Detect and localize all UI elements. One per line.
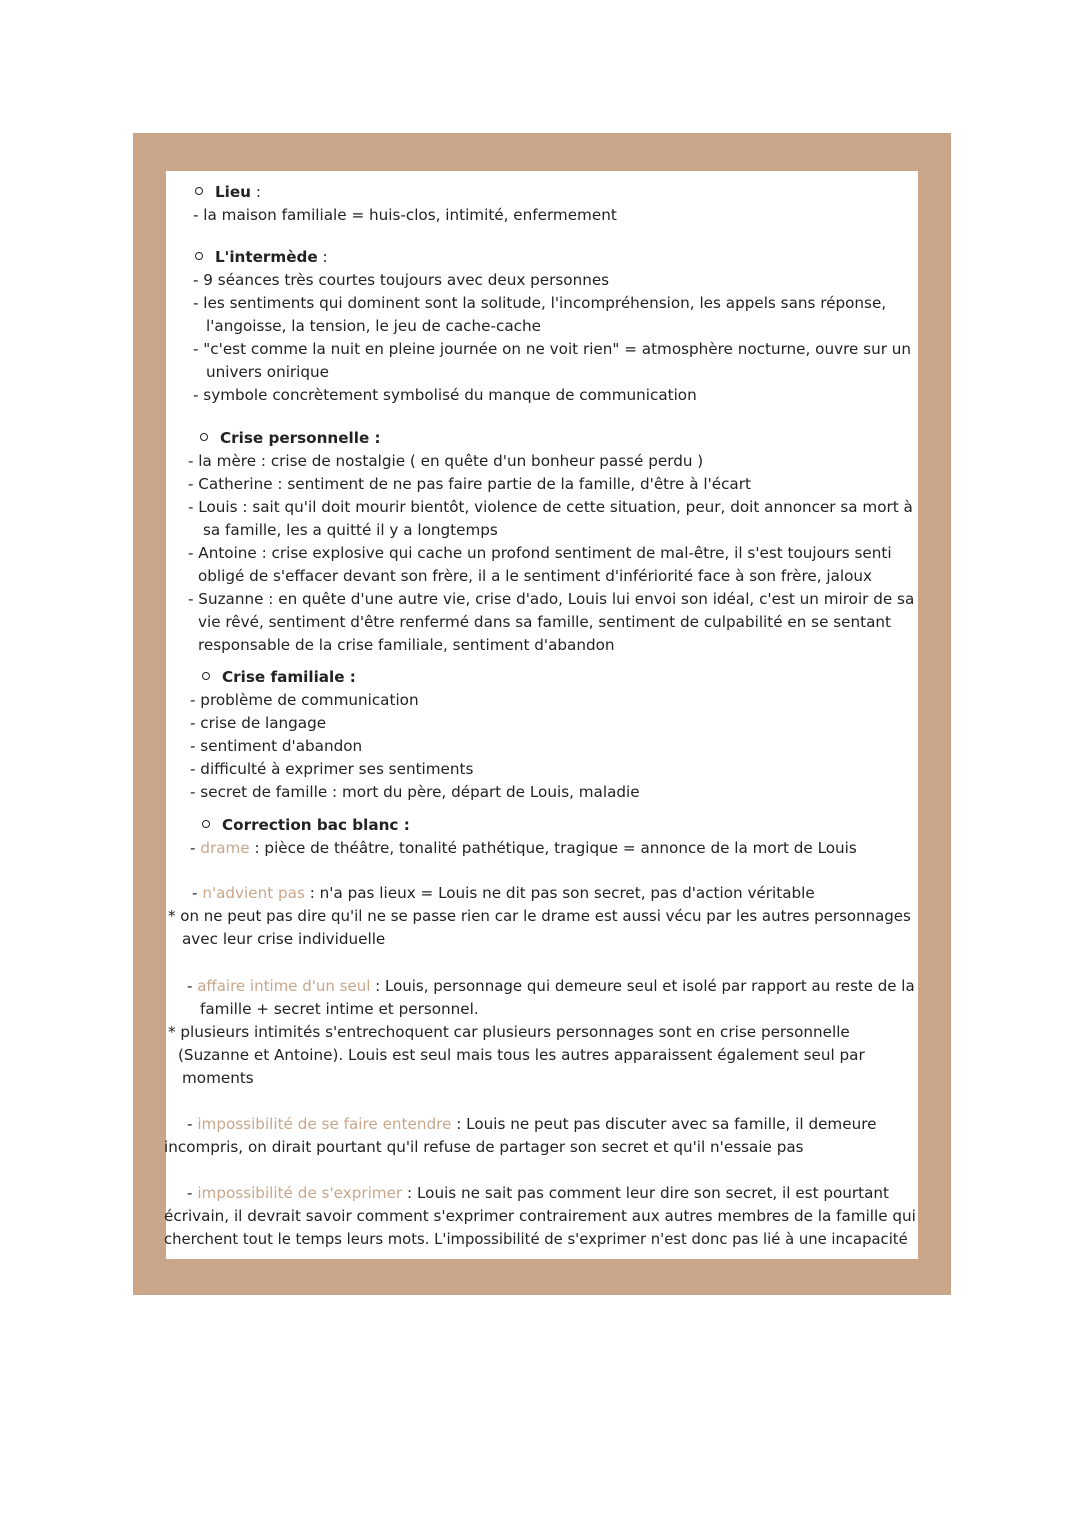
crise-perso-line-5: - Antoine : crise explosive qui cache un profond sentiment de mal-être, il s'est toujours senti [188,544,892,562]
keyword-entendre: impossibilité de se faire entendre [197,1115,452,1133]
exprimer-line-3: cherchent tout le temps leurs mots. L'impossibilité de s'exprimer n'est donc pas lié à une incapacité [164,1231,908,1248]
crise-perso-line-1: - la mère : crise de nostalgie ( en quête d'un bonheur passé perdu ) [188,452,704,470]
keyword-drame: drame [200,839,250,857]
intermede-line-2: - les sentiments qui dominent sont la solitude, l'incompréhension, les appels sans réponse, [193,294,887,312]
affaire-note-3: moments [182,1069,254,1087]
crise-fam-line-1: - problème de communication [190,691,419,709]
affaire-note-1: * plusieurs intimités s'entrechoquent car plusieurs personnages sont en crise personnelle [168,1023,850,1041]
entendre-line: - impossibilité de se faire entendre : Louis ne peut pas discuter avec sa famille, il demeure [187,1115,877,1133]
keyword-exprimer: impossibilité de s'exprimer [197,1184,403,1202]
circle-bullet-icon [195,252,203,260]
crise-perso-line-2: - Catherine : sentiment de ne pas faire partie de la famille, d'être à l'écart [188,475,751,493]
heading-intermede: L'intermède : [195,246,328,269]
circle-bullet-icon [202,820,210,828]
crise-fam-line-4: - difficulté à exprimer ses sentiments [190,760,474,778]
heading-lieu: Lieu : [195,181,261,204]
advient-line: - n'advient pas : n'a pas lieux = Louis ne dit pas son secret, pas d'action véritable [192,884,815,902]
intermede-line-4: - "c'est comme la nuit en pleine journée on ne voit rien" = atmosphère nocturne, ouvre sur un [193,340,912,358]
crise-perso-line-4: sa famille, les a quitté il y a longtemps [203,521,498,539]
advient-note-1: * on ne peut pas dire qu'il ne se passe rien car le drame est aussi vécu par les autres personnages [168,907,911,925]
exprimer-line-2: écrivain, il devrait savoir comment s'exprimer contrairement aux autres membres de la famille qui [164,1207,916,1225]
keyword-advient: n'advient pas [202,884,305,902]
intermede-line-1: - 9 séances très courtes toujours avec deux personnes [193,271,610,289]
affaire-note-2: (Suzanne et Antoine). Louis est seul mais tous les autres apparaissent également seul par [178,1046,865,1064]
crise-fam-line-3: - sentiment d'abandon [190,737,363,755]
heading-crise-personnelle: Crise personnelle : [200,427,381,450]
heading-crise-familiale: Crise familiale : [202,666,356,689]
circle-bullet-icon [200,433,208,441]
intermede-line-6: - symbole concrètement symbolisé du manque de communication [193,386,697,404]
crise-perso-line-6: obligé de s'effacer devant son frère, il a le sentiment d'infériorité face à son frère, jaloux [198,567,873,585]
affaire-line: - affaire intime d'un seul : Louis, personnage qui demeure seul et isolé par rapport au reste de la [187,977,915,995]
circle-bullet-icon [202,672,210,680]
crise-fam-line-5: - secret de famille : mort du père, départ de Louis, maladie [190,783,640,801]
crise-perso-line-8: vie rêvé, sentiment d'être renfermé dans sa famille, sentiment de culpabilité en se sentant [198,613,891,631]
crise-fam-line-2: - crise de langage [190,714,327,732]
affaire-line-2: famille + secret intime et personnel. [200,1000,479,1018]
entendre-line-2: incompris, on dirait pourtant qu'il refuse de partager son secret et qu'il n'essaie pas [164,1138,804,1156]
intermede-line-3: l'angoisse, la tension, le jeu de cache-cache [206,317,541,335]
advient-note-2: avec leur crise individuelle [182,930,386,948]
circle-bullet-icon [195,187,203,195]
crise-perso-line-7: - Suzanne : en quête d'une autre vie, crise d'ado, Louis lui envoi son idéal, c'est un miroir de sa [188,590,915,608]
heading-correction: Correction bac blanc : [202,814,410,837]
intermede-line-5: univers onirique [206,363,329,381]
crise-perso-line-3: - Louis : sait qu'il doit mourir bientôt, violence de cette situation, peur, doit annoncer sa mort à [188,498,913,516]
drame-line: - drame : pièce de théâtre, tonalité pathétique, tragique = annonce de la mort de Louis [190,839,857,857]
lieu-line-1: - la maison familiale = huis-clos, intimité, enfermement [193,206,617,224]
crise-perso-line-9: responsable de la crise familiale, sentiment d'abandon [198,636,615,654]
keyword-affaire: affaire intime d'un seul [197,977,371,995]
exprimer-line: - impossibilité de s'exprimer : Louis ne sait pas comment leur dire son secret, il est pourtant [187,1184,890,1202]
